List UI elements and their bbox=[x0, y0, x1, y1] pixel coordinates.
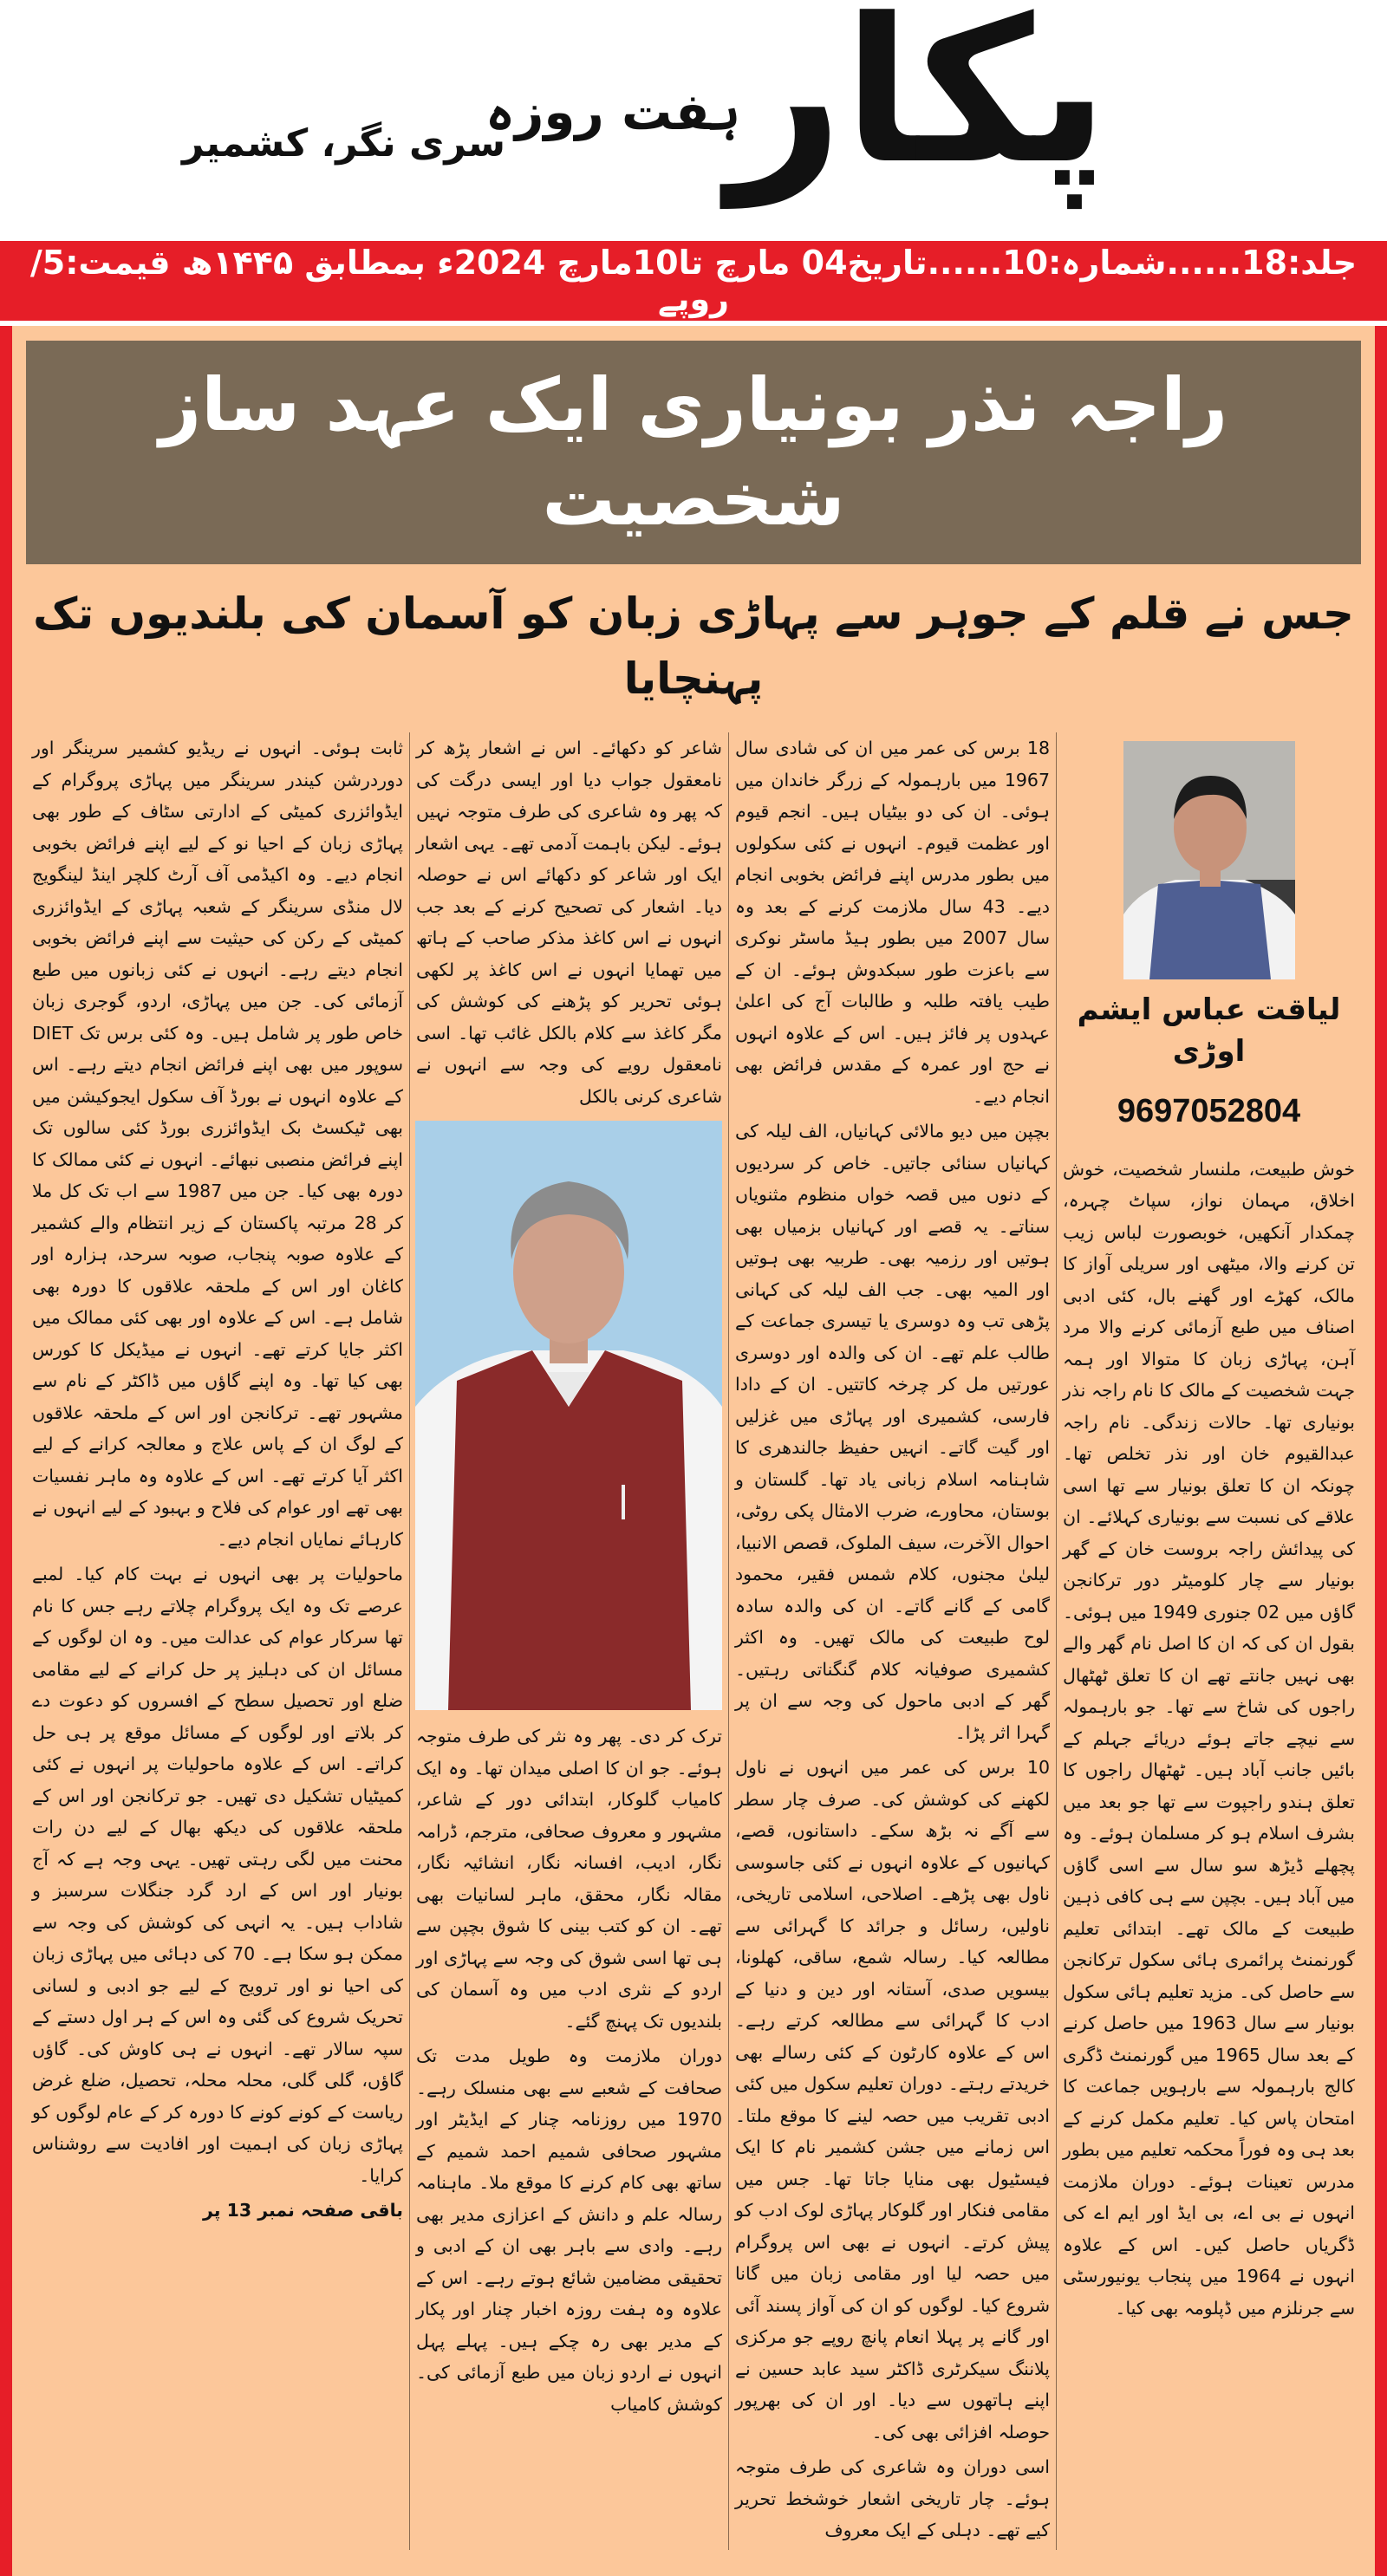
subject-photo bbox=[415, 1121, 722, 1710]
article-columns bbox=[26, 732, 1361, 2550]
continued-on-page: باقی صفحہ نمبر 13 پر bbox=[202, 2200, 403, 2221]
headline: راجہ نذر بونیاری ایک عہد ساز شخصیت bbox=[26, 341, 1361, 564]
paragraph: اسی دوران وہ شاعری کی طرف متوجہ ہوئے۔ چار تاریخی اشعار خوشخط تحریر کیے تھے۔ دہلی کے ایک معروف bbox=[735, 2456, 1050, 2541]
article-column-4 bbox=[26, 732, 409, 2550]
page-body bbox=[0, 326, 1387, 2576]
city-label: سری نگر، کشمیر bbox=[182, 121, 505, 166]
paragraph: ترک کر دی۔ پھر وہ نثر کی طرف متوجہ ہوئے۔ جو ان کا اصلی میدان تھا۔ وہ ایک کامیاب گلوکار، ابتدائی دور کے شاعر، مشہور و معروف صحافی، مترجم، ڈرامہ نگار، ادیب، افسانہ نگار، انشائیہ نگار، مقالہ نگار، محقق، ماہر لسانیات بھی تھے۔ ان کو کتب بینی کا شوق بچپن سے ہی تھا اسی شوق کی وجہ سے پہاڑی اور اردو کے نثری ادب میں وہ آسمان کی بلندیوں تک پہنچ گئے۔ bbox=[416, 1726, 722, 2032]
paragraph: 18 برس کی عمر میں ان کی شادی سال 1967 میں بارہمولہ کے زرگر خاندان میں ہوئی۔ ان کی دو بیٹیاں ہیں۔ انجم قیوم اور عظمت قیوم۔ انہوں نے کئی سکولوں میں بطور مدرس اپنے فرائض بخوبی انجام دیے۔ 43 سال ملازمت کرنے کے بعد وہ سال 2007 میں بطور ہیڈ ماسٹر نوکری سے باعزت طور سبکدوش ہوئے۔ ان کے طیب یافتہ طلبہ و طالبات آج کی اعلیٰ عہدوں پر فائز ہیں۔ اس کے علاوہ انہوں نے حج اور عمرہ کے مقدس فرائض بھی انجام دیے۔ bbox=[735, 738, 1051, 1107]
issue-info: جلد:18......شمارہ:10......تاریخ04 مارچ تا10مارچ 2024ء بمطابق ۱۴۴۵ھ قیمت:5/روپے bbox=[29, 244, 1358, 318]
newspaper-title: پکار bbox=[728, 0, 1109, 208]
article-column-2 bbox=[728, 732, 1056, 2550]
author-name: لیاقت عباس ایشم اوڑی bbox=[1077, 992, 1341, 1069]
paragraph: ماحولیات پر بھی انہوں نے بہت کام کیا۔ لمبے عرصے تک وہ ایک پروگرام چلاتے رہے جس کا نام تھا سرکار عوام کی عدالت میں۔ وہ ان لوگوں کے مسائل ان کی دہلیز پر حل کرانے کے لیے مقامی ضلع اور تحصیل سطح کے افسروں کو دعوت دے کر بلاتے اور لوگوں کے مسائل موقع پر ہی حل کراتے۔ اس کے علاوہ ماحولیات پر انہوں نے کئی کمیٹیاں تشکیل دی تھیں۔ جو ترکانجن اور اس کے ملحقہ علاقوں کی دیکھ بھال کے لیے دن رات محنت میں لگی رہتی تھیں۔ یہی وجہ ہے کہ آج بونیار اور اس کے ارد گرد جنگلات سرسبز و شاداب ہیں۔ یہ انہی کی کوشش کی وجہ سے ممکن ہو سکا ہے۔ 70 کی دہائی میں پہاڑی زبان کی احیا نو اور ترویج کے لیے جو ادبی و لسانی تحریک شروع کی گئی وہ اس کے ہر اول دستے کے سپہ سالار تھے۔ انہوں نے ہی کاوش کی۔ گاؤں گاؤں، گلی گلی، محلہ محلہ، تحصیل، ضلع غرض ریاست کے کونے کونے کا دورہ کر کے عام لوگوں کو پہاڑی زبان کی اہمیت اور افادیت سے روشناس کرایا۔ bbox=[32, 1564, 403, 2186]
paragraph: دوران ملازمت وہ طویل مدت تک صحافت کے شعبے سے بھی منسلک رہے۔ 1970 میں روزنامہ چنار کے ایڈیٹر اور مشہور صحافی شمیم احمد شمیم کے ساتھ بھی کام کرنے کا موقع ملا۔ ماہنامہ رسالہ علم و دانش کے اعزازی مدیر بھی رہے۔ وادی سے باہر بھی ان کے ادبی و تحقیقی مضامین شائع ہوتے رہے۔ اس کے علاوہ وہ ہفت روزہ اخبار چنار اور پکار کے مدیر بھی رہ چکے ہیں۔ پہلے پہل انہوں نے اردو زبان میں طبع آزمائی کی۔ کوشش کامیاب bbox=[416, 2046, 722, 2415]
paragraph: شاعر کو دکھائے۔ اس نے اشعار پڑھ کر نامعقول جواب دیا اور ایسی درگت کی کہ پھر وہ شاعری کی طرف متوجہ نہیں ہوئے۔ لیکن باہمت آدمی تھے۔ یہی اشعار ایک اور شاعر کو دکھائے اس نے حوصلہ دیا۔ اشعار کی تصحیح کرنے کے بعد جب انہوں نے اس کاغذ مذکر صاحب کے ہاتھ میں تھمایا انہوں نے اس کاغذ پر لکھی ہوئی تحریر کو پڑھنے کی کوشش کی مگر کاغذ سے کلام بالکل غائب تھا۔ اسی نامعقول رویے کی وجہ سے انہوں نے شاعری کرنی بالکل bbox=[416, 738, 722, 1107]
paragraph: ثابت ہوئی۔ انہوں نے ریڈیو کشمیر سرینگر اور دوردرشن کیندر سرینگر میں پہاڑی پروگرام کے ایڈوائزری کمیٹی کے ادارتی سٹاف کے طور بھی پہاڑی زبان کے احیا نو کے لیے اپنے فرائض بخوبی انجام دیے۔ وہ اکیڈمی آف آرٹ کلچر اینڈ لینگویج لال منڈی سرینگر کے شعبہ پہاڑی کے ایڈوائزری کمیٹی کے رکن کی حیثیت سے اپنے فرائض بخوبی انجام دیتے رہے۔ انہوں نے کئی زبانوں میں طبع آزمائی کی۔ جن میں پہاڑی، اردو، گوجری زبان خاص طور پر شامل ہیں۔ وہ کئی برس تک DIET سوپور میں بھی اپنے فرائض انجام دیتے رہے۔ اس کے علاوہ انہوں نے بورڈ آف سکول ایجوکیشن میں بھی ٹیکسٹ بک ایڈوائزری بورڈ کئی سالوں تک اپنے فرائض منصبی نبھائے۔ انہوں نے کئی ممالک کا دورہ بھی کیا۔ جن میں 1987 سے اب تک کل ملا کر 28 مرتبہ پاکستان کے زیر انتظام والے کشمیر کے علاوہ صوبہ پنجاب، صوبہ سرحد، ہزارہ اور کاغان اور اس کے ملحقہ علاقوں کا دورہ بھی شامل ہے۔ اس کے علاوہ اور بھی کئی ممالک میں اکثر جایا کرتے تھے۔ انہوں نے میڈیکل کا کورس بھی کیا تھا۔ وہ اپنے گاؤں میں ڈاکٹر کے نام سے مشہور تھے۔ ترکانجن اور اس کے ملحقہ علاقوں کے لوگ ان کے پاس علاج و معالجہ کرانے کے لیے اکثر آیا کرتے تھے۔ اس کے علاوہ وہ ماہر نفسیات بھی تھے اور عوام کی فلاح و بہبود کے لیے انہوں نے کارہائے نمایاں انجام دیے۔ bbox=[32, 738, 403, 1550]
author-photo bbox=[1123, 741, 1295, 979]
article-column-3 bbox=[409, 732, 728, 2550]
subheadline: جس نے قلم کے جوہر سے پہاڑی زبان کو آسمان کی بلندیوں تک پہنچایا bbox=[33, 589, 1354, 705]
author-phone: 9697052804 bbox=[1117, 1092, 1301, 1129]
paragraph: 10 برس کی عمر میں انہوں نے ناول لکھنے کی کوشش کی۔ صرف چار سطر سے آگے نہ بڑھ سکے۔ داستانوں، قصے، کہانیوں کے علاوہ انہوں نے کئی جاسوسی ناول بھی پڑھے۔ اصلاحی، اسلامی تاریخی، ناولیں، رسائل و جرائد کا گہرائی سے مطالعہ کیا۔ رسالہ شمع، ساقی، کھلونا، بیسویں صدی، آستانہ اور دین و دنیا کے ادب کا گہرائی سے مطالعہ کرتے رہے۔ اس کے علاوہ کارٹون کے کئی رسالے بھی خریدتے رہتے۔ دوران تعلیم سکول میں کئی ادبی تقریب میں حصہ لینے کا موقع ملتا۔ اس زمانے میں جشن کشمیر نام کا ایک فیسٹیول بھی منایا جاتا تھا۔ جس میں مقامی فنکار اور گلوکار پہاڑی لوک ادب کو پیش کرتے۔ انہوں نے بھی اس پروگرام میں حصہ لیا اور مقامی زبان میں گانا شروع کیا۔ لوگوں کو ان کی آواز پسند آئی اور گانے پر پہلا انعام پانچ روپے جو مرکزی پلاننگ سیکرٹری ڈاکٹر سید عابد حسین نے اپنے ہاتھوں سے دیا۔ اور ان کی بھرپور حوصلہ افزائی بھی کی۔ bbox=[735, 1757, 1050, 2443]
article-column-1 bbox=[1056, 732, 1361, 2550]
weekly-label: ہفت روزہ bbox=[485, 82, 741, 141]
masthead bbox=[0, 0, 1387, 236]
paragraph: بچپن میں دیو مالائی کہانیاں، الف لیلہ کی کہانیاں سنائی جاتیں۔ خاص کر سردیوں کے دنوں میں قصہ خواں منظوم مثنویاں سناتے۔ یہ قصے اور کہانیاں بزمیاں بھی ہوتیں اور رزمیہ بھی۔ طربیہ بھی ہوتیں اور المیہ بھی۔ جب الف لیلہ کی کہانی پڑھی تب وہ دوسری یا تیسری جماعت کے طالب علم تھے۔ ان کی والدہ اور دوسری عورتیں مل کر چرخہ کاتتیں۔ ان کے دادا فارسی، کشمیری اور پہاڑی میں غزلیں اور گیت گاتے۔ انہیں حفیظ جالندھری کا شاہنامہ اسلام زبانی یاد تھا۔ گلستان و بوستان، محاورے، ضرب الامثال پکی روٹی، احوال الآخرت، سیف الملوک، قصص الانبیا، لیلیٰ مجنوں، کلام شمس فقیر، محمود گامی کے گانے گاتے۔ ان کی والدہ سادہ لوح طبیعت کی مالک تھیں۔ وہ اکثر کشمیری صوفیانہ کلام گنگناتی رہتیں۔ گھر کے ادبی ماحول کی وجہ سے ان پر گہرا اثر پڑا۔ bbox=[735, 1121, 1050, 1743]
paragraph: خوش طبیعت، ملنسار شخصیت، خوش اخلاق، مہمان نواز، سپاٹ چہرہ، چمکدار آنکھیں، خوبصورت لباس زیب تن کرنے والا، میٹھی اور سریلی آواز کا مالک، کھڑے اور گھنے بال، کئی ادبی اصناف میں طبع آزمائی کرنے والا مرد آہن، پہاڑی زبان کا متوالا اور ہمہ جہت شخصیت کے مالک کا نام راجہ نذر بونیاری تھا۔ حالات زندگی۔ نام راجہ عبدالقیوم خان اور نذر تخلص تھا۔ چونکہ ان کا تعلق بونیار سے تھا اسی علاقے کی نسبت سے بونیاری کہلائے۔ ان کی پیدائش راجہ بروست خان کے گھر بونیار سے چار کلومیٹر دور ترکانجن گاؤں میں 02 جنوری 1949 میں ہوئی۔ بقول ان کی کہ ان کا اصل نام گھر والے بھی نہیں جانتے تھے ان کا تعلق ٹھٹھال راجوں کی شاخ سے تھا۔ جو بارہمولہ سے نیچے جاتے ہوئے دریائے جہلم کے بائیں جانب آباد ہیں۔ ٹھٹھال راجوں کا تعلق ہندو راجپوت سے تھا جو بعد میں بشرف اسلام ہو کر مسلمان ہوئے۔ وہ پچھلے ڈیڑھ سو سال سے اسی گاؤں میں آباد ہیں۔ بچپن سے ہی کافی ذہین طبیعت کے مالک تھے۔ ابتدائی تعلیم گورنمنٹ پرائمری ہائی سکول ترکانجن سے حاصل کی۔ مزید تعلیم ہائی سکول بونیار سے سال 1963 میں حاصل کرنے کے بعد سال 1965 میں گورنمنٹ ڈگری کالج بارہمولہ سے بارہویں جماعت کا امتحان پاس کیا۔ تعلیم مکمل کرنے کے بعد ہی وہ فوراً محکمہ تعلیم میں بطور مدرس تعینات ہوئے۔ دوران ملازمت انہوں نے بی اے، بی ایڈ اور ایم اے کی ڈگریاں حاصل کیں۔ اس کے علاوہ انہوں نے 1964 میں پنجاب یونیورسٹی سے جرنلزم میں ڈپلومہ بھی کیا۔ bbox=[1063, 1158, 1355, 2319]
issue-info-band bbox=[0, 236, 1387, 326]
